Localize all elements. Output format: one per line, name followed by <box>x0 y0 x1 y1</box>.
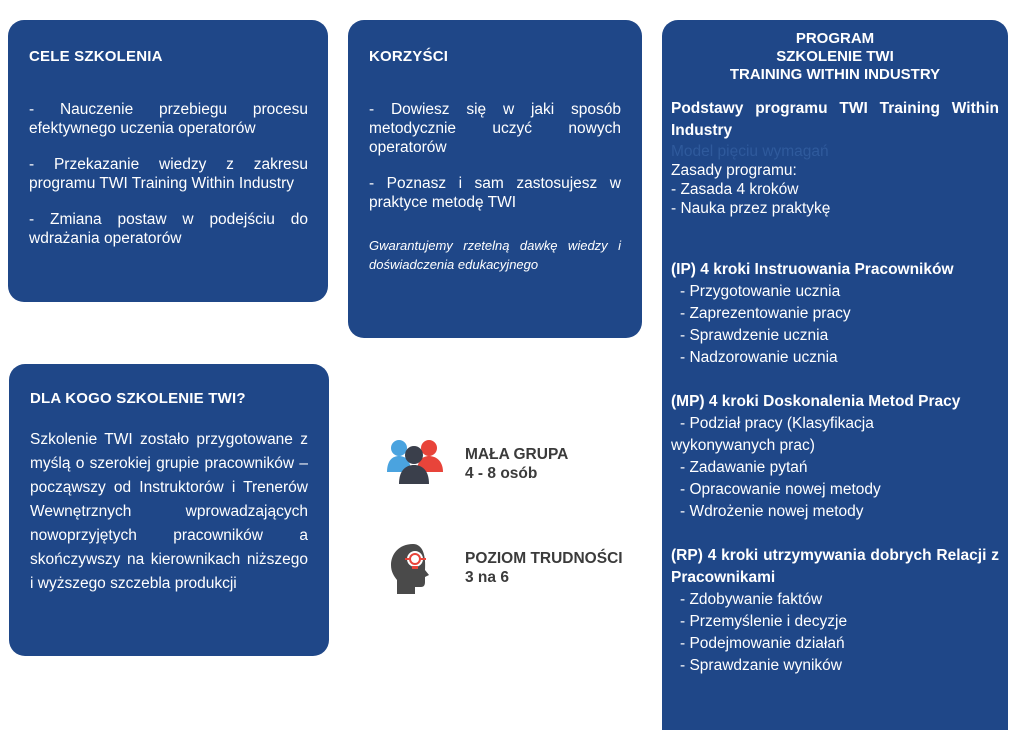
card-korzysci <box>348 20 642 338</box>
mp-heading: (MP) 4 kroki Doskonalenia Metod Pracy <box>671 393 961 410</box>
ip-item: - Przygotowanie ucznia <box>680 283 841 300</box>
mp-item: - Opracowanie nowej metody <box>680 481 881 498</box>
rp-item: - Zdobywanie faktów <box>680 591 823 608</box>
dla-kogo-title: DLA KOGO SZKOLENIE TWI? <box>30 390 246 407</box>
basics-item: - Nauka przez praktykę <box>671 200 831 217</box>
group-value: 4 - 8 osób <box>465 465 538 482</box>
ip-item: - Zaprezentowanie pracy <box>680 305 851 322</box>
cele-item: - Nauczenie przebiegu procesu efektywnego uczenia operatorów <box>29 101 308 137</box>
mp-item: - Zadawanie pytań <box>680 459 808 476</box>
basics-faint: Model pięciu wymagań <box>671 143 829 160</box>
level-label: POZIOM TRUDNOŚCI <box>465 550 623 567</box>
basics-heading: Podstawy programu TWI Training Within Industry <box>671 100 999 139</box>
mp-item: - Wdrożenie nowej metody <box>680 503 864 520</box>
korzysci-item: - Poznasz i sam zastosujesz w praktyce metodę TWI <box>369 175 621 211</box>
mp-item-cont: wykonywanych prac) <box>671 437 815 454</box>
korzysci-note: Gwarantujemy rzetelną dawkę wiedzy i doświadczenia edukacyjnego <box>369 238 621 272</box>
rp-item: - Sprawdzanie wyników <box>680 657 842 674</box>
program-title <box>671 30 999 84</box>
card-program <box>662 20 1008 730</box>
program-title-line: SZKOLENIE TWI <box>776 48 894 65</box>
group-label: MAŁA GRUPA <box>465 446 569 463</box>
head-lightbulb-icon <box>385 538 445 598</box>
korzysci-item: - Dowiesz się w jaki sposób metodycznie uczyć nowych operatorów <box>369 101 621 156</box>
korzysci-title: KORZYŚCI <box>369 48 449 65</box>
rp-heading: (RP) 4 kroki utrzymywania dobrych Relacji z Pracownikami <box>671 547 999 586</box>
basics-sub: Zasady programu: <box>671 162 797 179</box>
program-title-line: PROGRAM <box>795 30 875 47</box>
dla-kogo-text: Szkolenie TWI zostało przygotowane z myślą o szerokiej grupie pracowników – począwszy od Instruktorów i Trenerów Wewnętrznych wprowadzających nowoprzyjętych pracowników a skończywszy na kierownikach niższego i wyższego szczebla produkcji <box>30 431 308 592</box>
info-difficulty <box>385 538 623 598</box>
people-group-icon <box>385 434 445 494</box>
mp-item: - Podział pracy (Klasyfikacja <box>680 415 874 432</box>
cele-item: - Zmiana postaw w podejściu do wdrażania operatorów <box>29 211 308 247</box>
level-value: 3 na 6 <box>465 569 509 586</box>
program-title-line: TRAINING WITHIN INDUSTRY <box>729 66 941 83</box>
rp-item: - Podejmowanie działań <box>680 635 845 652</box>
cele-item: - Przekazanie wiedzy z zakresu programu TWI Training Within Industry <box>29 156 308 192</box>
cele-title: CELE SZKOLENIA <box>29 48 163 65</box>
card-dla-kogo <box>9 364 329 656</box>
card-cele-szkolenia <box>8 20 328 302</box>
rp-item: - Przemyślenie i decyzje <box>680 613 848 630</box>
ip-item: - Nadzorowanie ucznia <box>680 349 838 366</box>
basics-item: - Zasada 4 kroków <box>671 181 799 198</box>
ip-item: - Sprawdzenie ucznia <box>680 327 829 344</box>
info-group-size <box>385 434 568 494</box>
ip-heading: (IP) 4 kroki Instruowania Pracowników <box>671 261 954 278</box>
